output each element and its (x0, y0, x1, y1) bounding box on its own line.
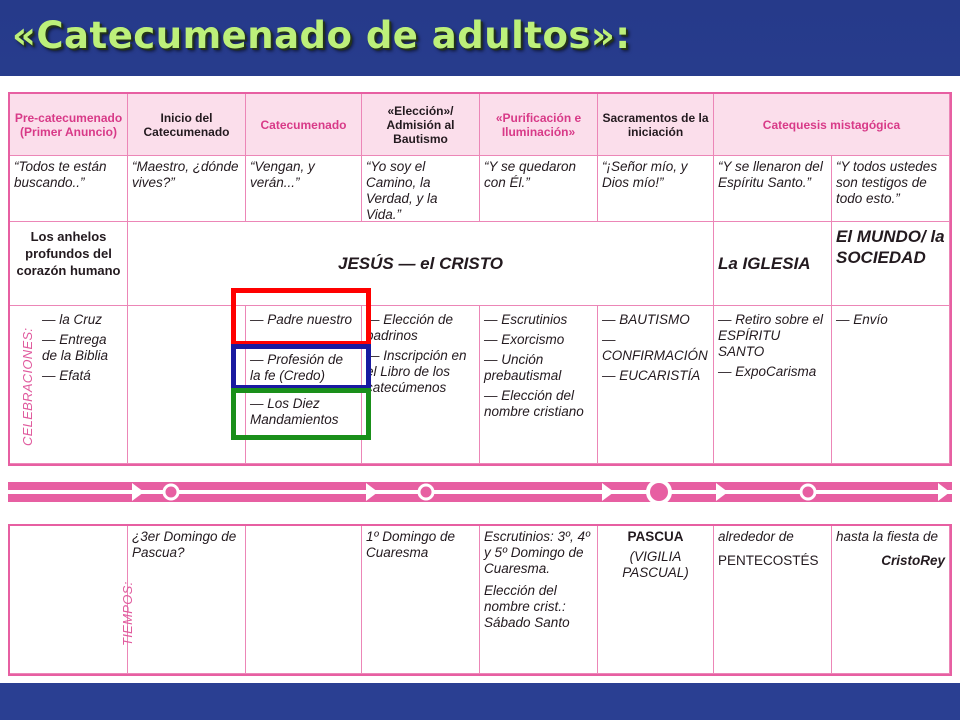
alrededor-text: alrededor de (718, 529, 794, 544)
slide-title: «Catecumenado de adultos»: (12, 14, 631, 57)
celebration-item: — CONFIRMACIÓN (602, 332, 709, 364)
celebration-item: — Elección del nombre cristiano (484, 388, 593, 420)
timeline-arrow-bar (8, 480, 952, 504)
tiempos-col-6 (598, 526, 714, 674)
jesus-cristo-cell: JESÚS — el CRISTO (128, 222, 714, 306)
celebraciones-col-5 (480, 306, 598, 464)
tiempos-label: TIEMPOS: (120, 581, 135, 646)
pascua-text: PASCUA (627, 529, 684, 544)
anhelos-cell: Los anhelos profundos del corazón humano (10, 222, 128, 306)
eleccion-nombre-text: Elección del nombre crist.: Sábado Santo (484, 583, 570, 630)
celebration-item: — Retiro sobre el ESPÍRITU SANTO (718, 312, 827, 360)
tiempos-col-7 (714, 526, 832, 674)
vigilia-text: (VIGILIA PASCUAL) (622, 549, 689, 580)
green-highlight-box (231, 388, 371, 440)
header-sacramentos: Sacramentos de la iniciación (598, 94, 714, 156)
celebraciones-col-7 (714, 306, 832, 464)
mundo-sociedad-cell: El MUNDO/ la SOCIEDAD (832, 222, 950, 306)
quote-7: “Y se llenaron del Espíritu Santo.” (714, 156, 832, 222)
celebration-item: — Escrutinios (484, 312, 593, 328)
header-catecumenado: Catecumenado (246, 94, 362, 156)
header-precatecumenado: Pre-catecumenado (Primer Anuncio) (10, 94, 128, 156)
quote-6: “¡Señor mío, y Dios mío!” (598, 156, 714, 222)
tiempos-col-8 (832, 526, 950, 674)
celebration-item: — la Cruz (42, 312, 123, 328)
celebration-item: — Profesión de la fe (Credo) (250, 352, 357, 386)
iglesia-cell: La IGLESIA (714, 222, 832, 306)
celebration-item: — Elección de padrinos (366, 312, 475, 344)
tiempos-col-4: 1º Domingo de Cuaresma (362, 526, 480, 674)
quote-3: “Vengan, y verán...” (246, 156, 362, 222)
header-mistagogica: Catequesis mistagógica (714, 94, 950, 156)
bottom-band (0, 683, 960, 720)
celebration-item: — Efatá (42, 368, 123, 384)
header-purificacion: «Purificación e Iluminación» (480, 94, 598, 156)
celebration-item: — BAUTISMO (602, 312, 709, 328)
cristo-rey-text: CristoRey (881, 553, 945, 568)
pentecostes-text: PENTECOSTÉS (718, 553, 819, 568)
celebraciones-col-2 (128, 306, 246, 464)
celebration-item: — Envío (836, 312, 945, 328)
blue-highlight-box (231, 344, 371, 390)
celebraciones-col-4 (362, 306, 480, 464)
quote-2: “Maestro, ¿dónde vives?” (128, 156, 246, 222)
celebration-item: — Unción prebautismal (484, 352, 593, 384)
celebration-item: — EUCARISTÍA (602, 368, 709, 384)
catechumenate-table (0, 76, 960, 683)
quote-1: “Todos te están buscando..” (10, 156, 128, 222)
celebraciones-col-1 (10, 306, 128, 464)
escrutinios-text: Escrutinios: 3º, 4º y 5º Domingo de Cuaresma. (484, 529, 590, 576)
tiempos-col-1 (10, 526, 135, 674)
celebration-item: — ExpoCarisma (718, 364, 827, 380)
quote-8: “Y todos ustedes son testigos de todo esto.” (832, 156, 950, 222)
quote-4: “Yo soy el Camino, la Verdad, y la Vida.” (362, 156, 480, 222)
celebraciones-col-6 (598, 306, 714, 464)
red-highlight-box (231, 288, 371, 346)
celebraciones-label: CELEBRACIONES: (20, 327, 35, 446)
celebration-item: — Los Diez Mandamientos (250, 396, 357, 428)
celebraciones-col-8 (832, 306, 950, 464)
tiempos-col-2: ¿3er Domingo de Pascua? (128, 526, 246, 674)
header-inicio: Inicio del Catecumenado (128, 94, 246, 156)
tiempos-col-5 (480, 526, 598, 674)
hasta-fiesta-text: hasta la fiesta de (836, 529, 939, 544)
quote-5: “Y se quedaron con Él.” (480, 156, 598, 222)
celebration-item: — Entrega de la Biblia (42, 332, 123, 364)
celebration-item: — Inscripción en el Libro de los catecúmenos (366, 348, 475, 396)
celebration-item: — Exorcismo (484, 332, 593, 348)
header-eleccion: «Elección»/ Admisión al Bautismo (362, 94, 480, 156)
tiempos-col-3 (246, 526, 362, 674)
celebration-item: — Padre nuestro (250, 312, 357, 346)
